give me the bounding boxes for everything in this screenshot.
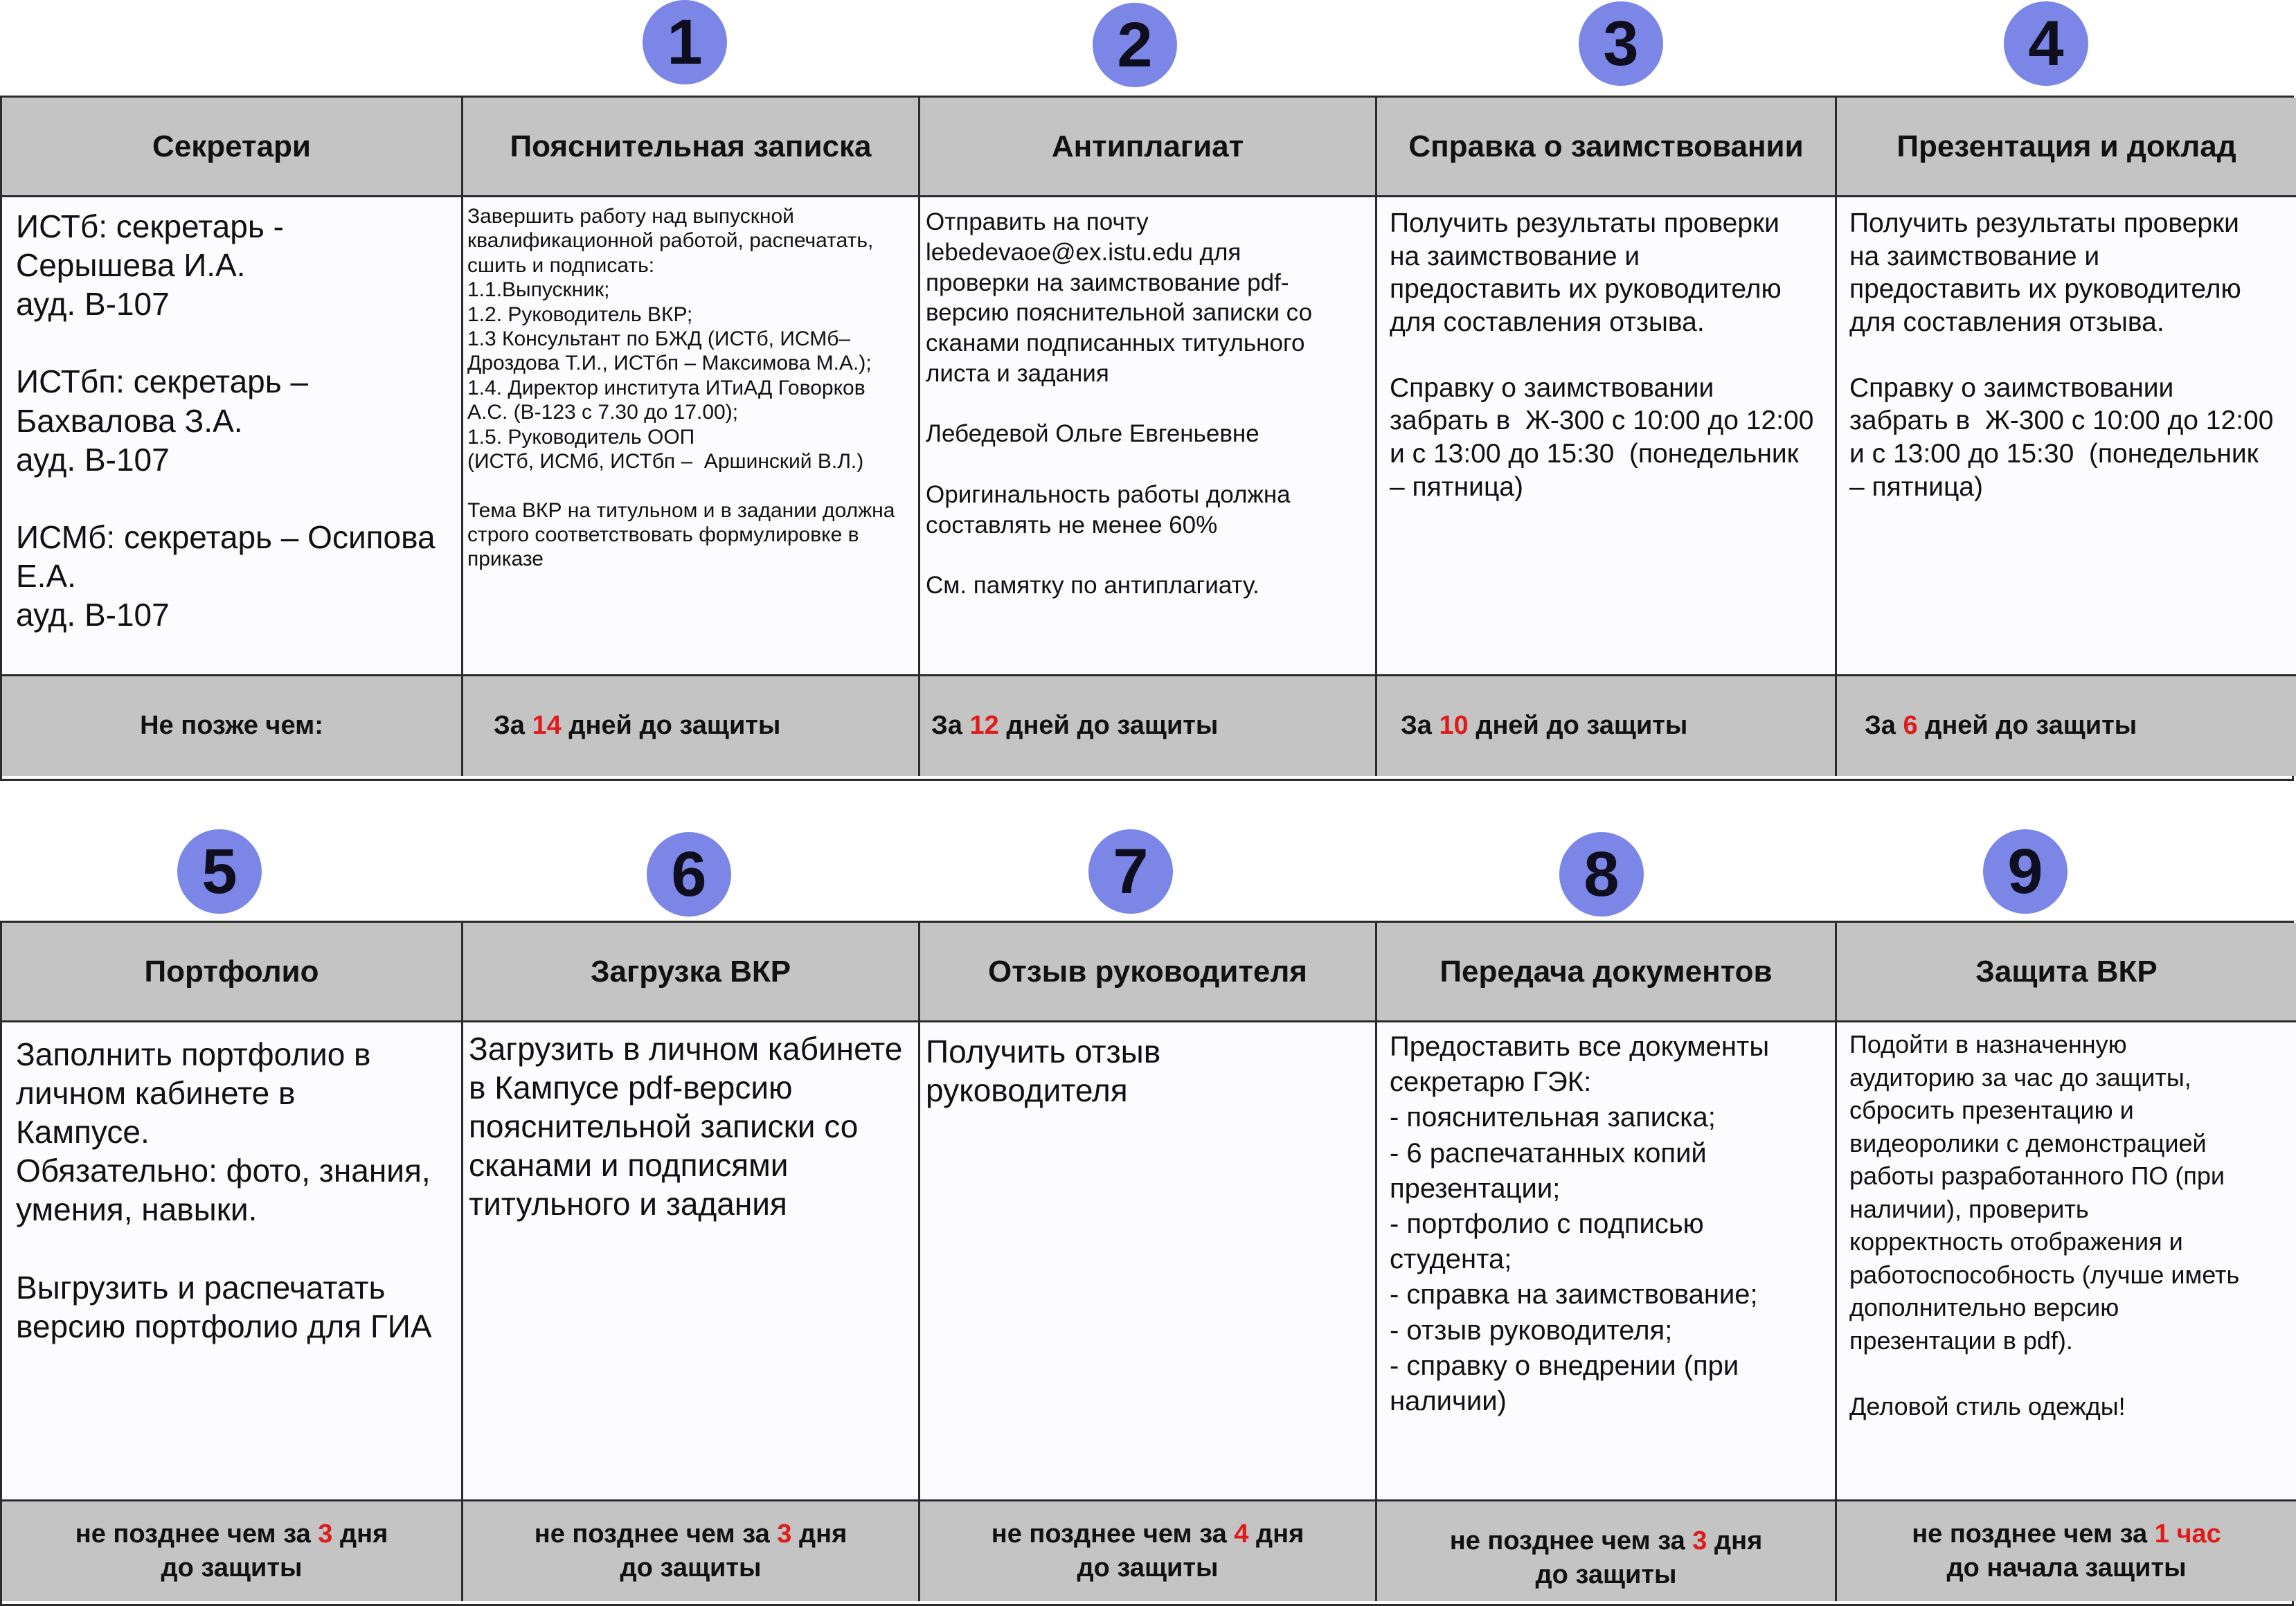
- step-badge-5: 5: [177, 829, 262, 914]
- deadline-text: не позднее чем за 3 дня до защиты: [75, 1519, 388, 1582]
- header-upload-title: Загрузка ВКР: [590, 954, 791, 989]
- header-defense-title: Защита ВКР: [1975, 954, 2158, 989]
- header-portfolio: [2, 923, 463, 1022]
- header-presentation-title: Презентация и доклад: [1896, 129, 2236, 163]
- defense-cell: [1837, 1022, 2296, 1501]
- step-badge-6: 6: [647, 832, 731, 917]
- step-badge-3: 3: [1579, 1, 1663, 86]
- supervisor-review-text: Получить отзыв руководителя: [926, 1034, 1161, 1109]
- header-explanatory-note: [463, 98, 920, 197]
- secretaries-text: ИСТб: секретарь - Серышева И.А. ауд. В-107 ИСТбп: секретарь – Бахвалова З.А. ауд. В-107 ИСМб: секретарь – Осипова Е.А. ауд. В-107: [16, 208, 436, 633]
- deadline-upload: [463, 1501, 920, 1601]
- deadline-number: 3: [1692, 1526, 1707, 1555]
- deadline-text: За 12 дней до защиты: [931, 711, 1219, 741]
- header-secretaries: [2, 98, 463, 197]
- header-supervisor-review-title: Отзыв руководителя: [988, 954, 1307, 989]
- deadline-portfolio: [2, 1501, 463, 1601]
- header-portfolio-title: Портфолио: [144, 954, 319, 989]
- deadline-text: За 10 дней до защиты: [1401, 711, 1688, 741]
- header-borrowing-certificate-title: Справка о заимствовании: [1408, 129, 1804, 163]
- secretaries-cell: [2, 197, 463, 676]
- borrowing-certificate-text: Получить результаты проверки на заимствование и предоставить их руководителю для составления отзыва. Справку о заимствовании забрать в Ж-300 с 10:00 до 12:00 и с 13:00 до 15:30 (понедельник – пятница): [1390, 208, 1814, 502]
- documents-handover-text: Предоставить все документы секретарю ГЭК: - пояснительная записка; - 6 распечатанных копий презентации; - портфолио с подписью студента; - справка на заимствование; - отзыв руководителя; - справку о внедрении (при наличии): [1390, 1031, 1770, 1416]
- deadline-text: За 6 дней до защиты: [1865, 711, 2137, 741]
- deadline-number: 10: [1439, 711, 1469, 741]
- header-presentation: [1837, 98, 2296, 197]
- deadline-text: не позднее чем за 3 дня до защиты: [1449, 1526, 1763, 1589]
- step-badge-9: 9: [1983, 829, 2068, 914]
- deadline-text: не позднее чем за 4 дня до защиты: [991, 1519, 1304, 1582]
- portfolio-cell: [2, 1022, 463, 1501]
- deadline-number: 4: [1234, 1519, 1249, 1549]
- deadline-number: 6: [1903, 711, 1918, 741]
- deadline-documents-handover: [1377, 1501, 1837, 1601]
- deadline-label-cell: [2, 676, 463, 776]
- step-badge-4: 4: [2004, 1, 2088, 86]
- deadline-number: 14: [532, 711, 562, 741]
- borrowing-certificate-cell: [1377, 197, 1837, 676]
- upload-text: Загрузить в личном кабинете в Кампусе pdf-версию пояснительной записки со сканами и подписями титульного и задания: [469, 1031, 903, 1222]
- deadline-supervisor-review: [920, 1501, 1377, 1601]
- upload-cell: [463, 1022, 920, 1501]
- presentation-cell: [1837, 197, 2296, 676]
- steps-table-bottom: [0, 921, 2294, 1606]
- deadline-label: Не позже чем:: [140, 711, 323, 741]
- header-documents-handover-title: Передача документов: [1440, 954, 1773, 989]
- header-supervisor-review: [920, 923, 1377, 1022]
- antiplagiarism-cell: [920, 197, 1377, 676]
- header-secretaries-title: Секретари: [152, 129, 311, 163]
- header-explanatory-note-title: Пояснительная записка: [510, 129, 872, 163]
- header-borrowing-certificate: [1377, 98, 1837, 197]
- presentation-text: Получить результаты проверки на заимствование и предоставить их руководителю для составления отзыва. Справку о заимствовании забрать в Ж-300 с 10:00 до 12:00 и с 13:00 до 15:30 (понедельник – пятница): [1849, 208, 2274, 502]
- header-defense: [1837, 923, 2296, 1022]
- deadline-number: 1 час: [2154, 1519, 2221, 1549]
- deadline-presentation: [1837, 676, 2296, 776]
- deadline-explanatory-note: [463, 676, 920, 776]
- deadline-number: 3: [318, 1519, 333, 1549]
- supervisor-review-cell: [920, 1022, 1377, 1501]
- header-upload: [463, 923, 920, 1022]
- deadline-number: 12: [969, 711, 999, 741]
- deadline-text: не позднее чем за 1 час до начала защиты: [1912, 1519, 2221, 1582]
- deadline-antiplagiarism: [920, 676, 1377, 776]
- step-badge-7: 7: [1088, 829, 1173, 914]
- explanatory-note-text: Завершить работу над выпускной квалификационной работой, распечатать, сшить и подписать: 1.1.Выпускник; 1.2. Руководитель ВКР; 1.3 Консультант по БЖД (ИСТб, ИСМб– Дроздова Т.И., ИСТбп – Максимова М.А.); 1.4. Директор института ИТиАД Говорков А.С. (В-123 с 7.30 до 17.00); 1.5. Руководитель ООП (ИСТб, ИСМб, ИСТбп – Аршинский В.Л.) Тема ВКР на титульном и в задании должна строго соответствовать формулировке в приказе: [467, 205, 895, 571]
- deadline-text: За 14 дней до защиты: [494, 711, 781, 741]
- steps-table-top: [0, 96, 2294, 781]
- defense-text: Подойти в назначенную аудиторию за час до защиты, сбросить презентацию и видеоролики с демонстрацией работы разработанного ПО (при наличии), проверить корректность отображения и работоспособность (лучше иметь дополнительно версию презентации в pdf). Деловой стиль одежды!: [1849, 1030, 2240, 1420]
- deadline-borrowing-certificate: [1377, 676, 1837, 776]
- deadline-defense: [1837, 1501, 2296, 1601]
- step-badge-2: 2: [1093, 3, 1177, 87]
- deadline-number: 3: [777, 1519, 792, 1549]
- antiplagiarism-text: Отправить на почту lebedevaoe@ex.istu.edu для проверки на заимствование pdf- версию пояснительной записки со сканами подписанных титульного листа и задания Лебедевой Ольге Евгеньевне Оригинальность работы должна составлять не менее 60% См. памятку по антиплагиату.: [926, 208, 1313, 599]
- header-documents-handover: [1377, 923, 1837, 1022]
- header-antiplagiarism-title: Антиплагиат: [1051, 129, 1244, 163]
- explanatory-note-cell: [463, 197, 920, 676]
- documents-handover-cell: [1377, 1022, 1837, 1501]
- step-badge-8: 8: [1559, 832, 1644, 917]
- portfolio-text: Заполнить портфолио в личном кабинете в Кампусе. Обязательно: фото, знания, умения, навыки. Выгрузить и распечатать версию портфолио для ГИА: [16, 1036, 432, 1344]
- header-antiplagiarism: [920, 98, 1377, 197]
- deadline-text: не позднее чем за 3 дня до защиты: [534, 1519, 847, 1582]
- step-badge-1: 1: [643, 0, 727, 84]
